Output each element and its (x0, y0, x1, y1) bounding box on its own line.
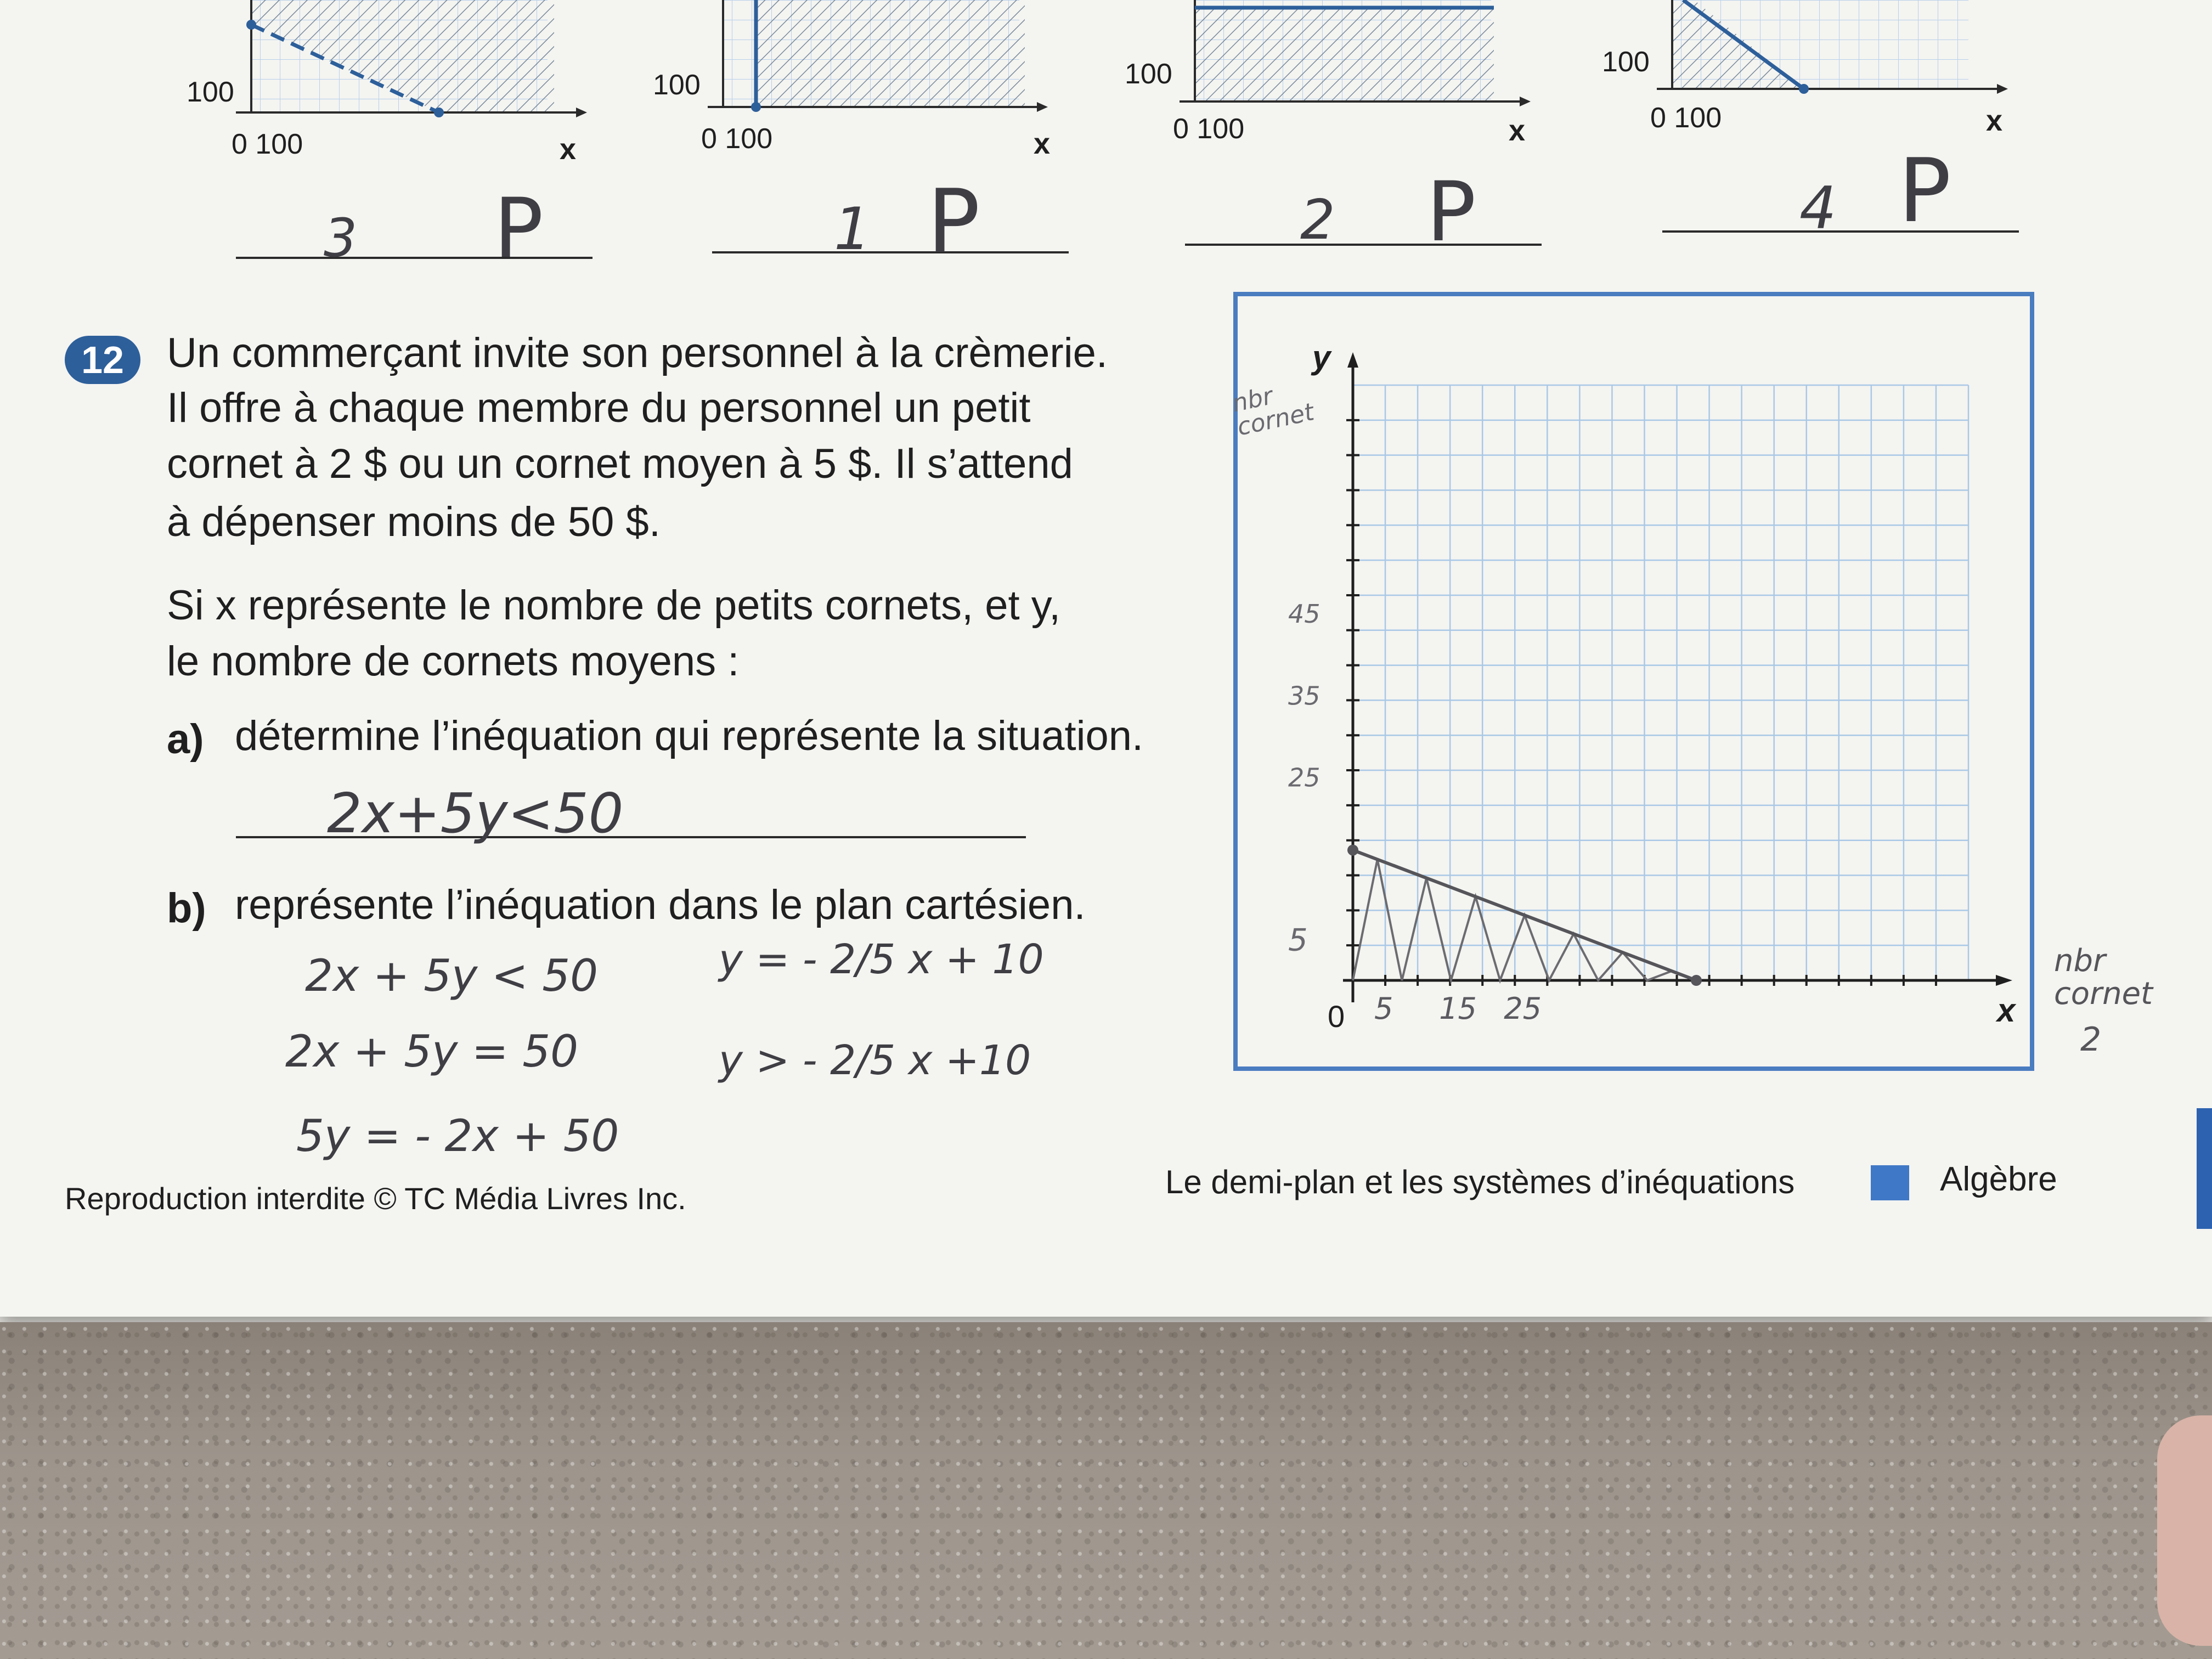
svg-text:100: 100 (653, 69, 701, 101)
cartesian-plane[interactable] (1233, 292, 2034, 1071)
work-line-2: 2x + 5y = 50 (285, 1026, 579, 1077)
handwritten-answer-4: 4 (1799, 174, 1837, 242)
x-tick-label-handwritten: 5 (1374, 991, 1393, 1026)
small-graph-y-tick: 100 (187, 76, 234, 108)
answer-line-3[interactable] (1185, 244, 1542, 246)
work-line-3: 5y = - 2x + 50 (296, 1110, 619, 1161)
setup-line-1: Si x représente le nombre de petits cornets, et y, (167, 582, 1061, 629)
slope-equation: y = - 2/5 x + 10 (719, 936, 1044, 983)
svg-text:100: 100 (1125, 58, 1172, 90)
answer-line-4[interactable] (1662, 230, 2019, 233)
x-axis-handwritten-extra: 2 (2080, 1020, 2102, 1059)
part-b-text: représente l’inéquation dans le plan cartésien. (235, 882, 1086, 928)
x-tick-label-handwritten: 15 (1439, 991, 1477, 1026)
inequality-solved: y > - 2/5 x +10 (719, 1037, 1031, 1084)
answer-line-2[interactable] (712, 251, 1069, 253)
y-tick-label-handwritten: 45 (1288, 599, 1321, 629)
small-graph-x-ticks: 0 100 (232, 128, 303, 160)
question-line-4: à dépenser moins de 50 $. (167, 499, 661, 545)
svg-text:0 100: 0 100 (1650, 102, 1722, 134)
y-tick-label-handwritten: 5 (1288, 922, 1308, 958)
topic-footer: Algèbre (1940, 1160, 2057, 1198)
handwritten-answer-2: 1 (834, 195, 871, 263)
part-a-label: a) (167, 716, 204, 763)
y-axis-arrow (1347, 352, 1358, 368)
origin-label: 0 (1328, 999, 1345, 1034)
part-b-label: b) (167, 885, 206, 932)
y-axis-handwritten-title: nbr cornet (1229, 382, 1317, 442)
small-graph-x-label: x (560, 133, 577, 165)
question-line-1: Un commerçant invite son personnel à la crèmerie. (167, 330, 1108, 376)
copyright-footer: Reproduction interdite © TC Média Livres Inc. (65, 1181, 686, 1216)
boundary-point (1691, 975, 1702, 986)
handwritten-mark-4: P (1898, 139, 1951, 242)
carpet-background (0, 1322, 2212, 1659)
footer-square-icon (1871, 1165, 1909, 1200)
svg-text:0 100: 0 100 (701, 123, 773, 155)
svg-text:100: 100 (1602, 46, 1650, 78)
small-graph-2 (653, 0, 1070, 159)
chapter-footer: Le demi-plan et les systèmes d’inéquations (1165, 1164, 1795, 1200)
y-tick-label-handwritten: 35 (1288, 681, 1321, 711)
question-line-3: cornet à 2 $ ou un cornet moyen à 5 $. Il s’attend (167, 441, 1073, 487)
question-line-2: Il offre à chaque membre du personnel un petit (167, 385, 1031, 431)
part-a-text: détermine l’inéquation qui représente la situation. (235, 713, 1144, 759)
part-a-handwritten-answer: 2x+5y<50 (327, 781, 624, 845)
x-axis-handwritten-title: nbr cornet (2054, 943, 2153, 1012)
small-graph-1 (181, 0, 598, 165)
y-axis-label: y (1312, 339, 1331, 376)
small-graph-3 (1125, 0, 1542, 148)
y-tick-label-handwritten: 25 (1288, 763, 1321, 793)
question-number-badge: 12 (65, 336, 140, 384)
page-edge-tab (2197, 1108, 2212, 1229)
handwritten-mark-2: P (927, 170, 980, 273)
svg-text:x: x (1509, 114, 1526, 147)
svg-text:0 100: 0 100 (1173, 113, 1245, 145)
finger (2157, 1415, 2212, 1646)
handwritten-answer-1: 3 (324, 207, 358, 269)
setup-line-2: le nombre de cornets moyens : (167, 638, 740, 685)
x-tick-label-handwritten: 25 (1504, 991, 1542, 1026)
x-axis-label: x (1997, 992, 2016, 1029)
small-graph-4 (1602, 0, 2019, 143)
handwritten-answer-3: 2 (1300, 188, 1335, 252)
handwritten-mark-3: P (1426, 165, 1476, 260)
svg-text:x: x (1034, 127, 1051, 159)
x-axis-arrow (1996, 975, 2012, 986)
work-line-1: 2x + 5y < 50 (305, 950, 599, 1001)
boundary-point (1347, 845, 1358, 856)
svg-text:x: x (1986, 104, 2003, 137)
handwritten-mark-1: P (494, 181, 544, 276)
